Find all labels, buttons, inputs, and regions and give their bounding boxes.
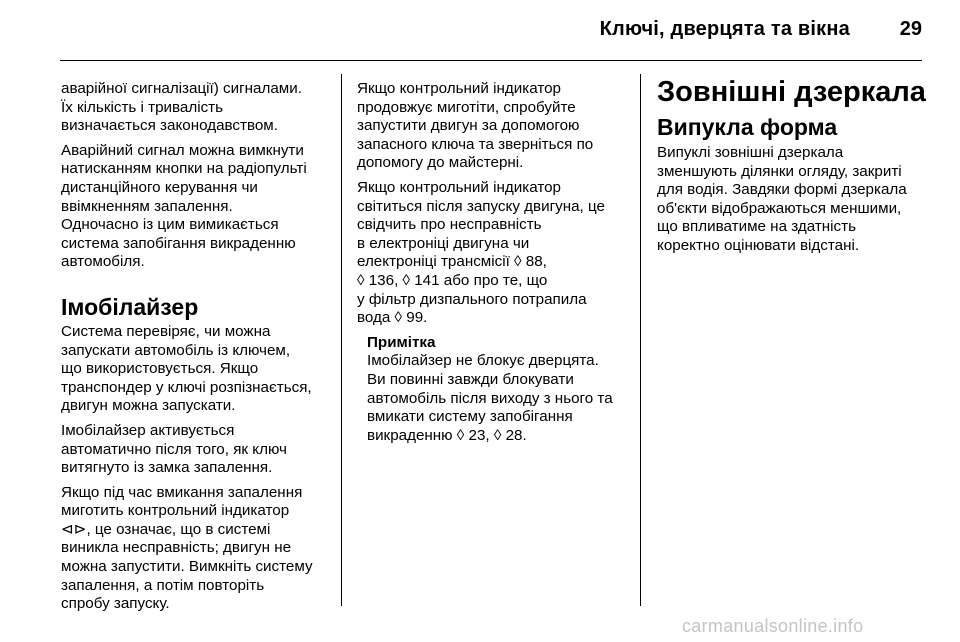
- text-line: Якщо контрольний індикатор: [357, 178, 561, 196]
- text-line: Імобілайзер активується: [61, 421, 235, 439]
- text-line: Імобілайзер не блокує дверцята.: [367, 352, 599, 370]
- header-divider: [60, 60, 922, 61]
- paragraph-alarm-off: [61, 142, 333, 272]
- paragraph-indicator-flashing: [61, 484, 333, 614]
- text-line: Одночасно із цим вимикається: [61, 216, 279, 234]
- paragraph-alarm-signals: [61, 80, 333, 136]
- section-heading-exterior-mirrors: Зовнішні дзеркала: [657, 76, 926, 108]
- text-line: в електроніці двигуна чи: [357, 234, 530, 252]
- text-line: Аварійний сигнал можна вимкнути: [61, 141, 304, 159]
- text-line: можна запустити. Вимкніть систему: [61, 558, 313, 576]
- text-line: світиться після запуску двигуна, це: [357, 197, 605, 215]
- text-line: що впливатиме на здатність: [657, 218, 857, 236]
- note-title: Примітка: [367, 333, 436, 351]
- text-line: натисканням кнопки на радіопульті: [61, 160, 307, 178]
- text-line: система запобігання викраденню: [61, 234, 296, 252]
- paragraph-indicator-lit: [357, 179, 633, 328]
- text-line: запасного ключа та зверніться по: [357, 135, 594, 153]
- text-line: допомогу до майстерні.: [357, 154, 524, 172]
- column-divider-2: [640, 74, 641, 606]
- text-line: коректно оцінювати відстані.: [657, 236, 860, 254]
- text-line: запускати автомобіль із ключем,: [61, 341, 291, 359]
- paragraph-indicator-continues: [357, 80, 633, 173]
- text-line: двигун можна запускати.: [61, 397, 236, 415]
- text-line: визначається законодавством.: [61, 117, 278, 135]
- text-line: вода ◊ 99.: [357, 309, 428, 327]
- text-line: у фільтр дизпального потрапила: [357, 290, 587, 308]
- text-line: дистанційного керування чи: [61, 178, 258, 196]
- text-line: Випуклі зовнішні дзеркала: [657, 144, 844, 161]
- text-line: викраденню ◊ 23, ◊ 28.: [367, 426, 527, 444]
- text-line: автоматично після того, як ключ: [61, 440, 287, 458]
- text-line: аварійної сигналізації) сигналами.: [61, 80, 302, 97]
- text-line: що використовується. Якщо: [61, 360, 259, 378]
- column-divider-1: [341, 74, 342, 606]
- running-header-title: Ключі, дверцята та вікна: [599, 18, 850, 40]
- text-line: вмикати систему запобігання: [367, 408, 573, 426]
- text-line: витягнуто із замка запалення.: [61, 459, 273, 477]
- text-line: ввімкненням запалення.: [61, 197, 233, 215]
- text-line: спробу запуску.: [61, 595, 170, 613]
- text-line: виникла несправність; двигун не: [61, 539, 292, 557]
- text-line: Ви повинні завжди блокувати: [367, 370, 574, 388]
- text-line: запустити двигун за допомогою: [357, 117, 580, 135]
- text-line: свідчить про несправність: [357, 216, 542, 234]
- column-1: [61, 80, 333, 620]
- text-line: ◊ 136, ◊ 141 або про те, що: [357, 271, 548, 289]
- column-3: [657, 76, 927, 262]
- note-box: [357, 334, 633, 446]
- text-line: Система перевіряє, чи можна: [61, 322, 271, 340]
- paragraph-immobilizer-check: [61, 323, 333, 416]
- column-2: [357, 80, 633, 451]
- text-line: електроніці трансмісії ◊ 88,: [357, 253, 547, 271]
- text-line: транспондер у ключі розпізнається,: [61, 378, 312, 396]
- text-line: для водія. Завдяки формі дзеркала: [657, 181, 907, 199]
- text-line: об'єкти відображаються меншими,: [657, 199, 902, 217]
- text-line: Їх кількість і тривалість: [61, 98, 224, 116]
- text-line: миготить контрольний індикатор: [61, 502, 290, 520]
- text-line: Якщо під час вмикання запалення: [61, 483, 303, 501]
- text-line: автомобіль після виходу з нього та: [367, 389, 613, 407]
- text-line: Якщо контрольний індикатор: [357, 80, 561, 97]
- section-heading-immobilizer: Імобілайзер: [61, 293, 199, 320]
- paragraph-convex-mirrors: [657, 144, 927, 256]
- text-line: ⊲⊳, це означає, що в системі: [61, 520, 271, 538]
- text-line: запалення, а потім повторіть: [61, 576, 265, 594]
- text-line: продовжує миготіти, спробуйте: [357, 98, 576, 116]
- paragraph-immobilizer-activation: [61, 422, 333, 478]
- text-line: автомобіля.: [61, 253, 145, 271]
- page-number: 29: [899, 18, 922, 40]
- subsection-heading-convex-shape: Випукла форма: [657, 114, 838, 140]
- watermark: carmanualsonline.info: [682, 616, 864, 636]
- text-line: зменшують ділянки огляду, закриті: [657, 162, 902, 180]
